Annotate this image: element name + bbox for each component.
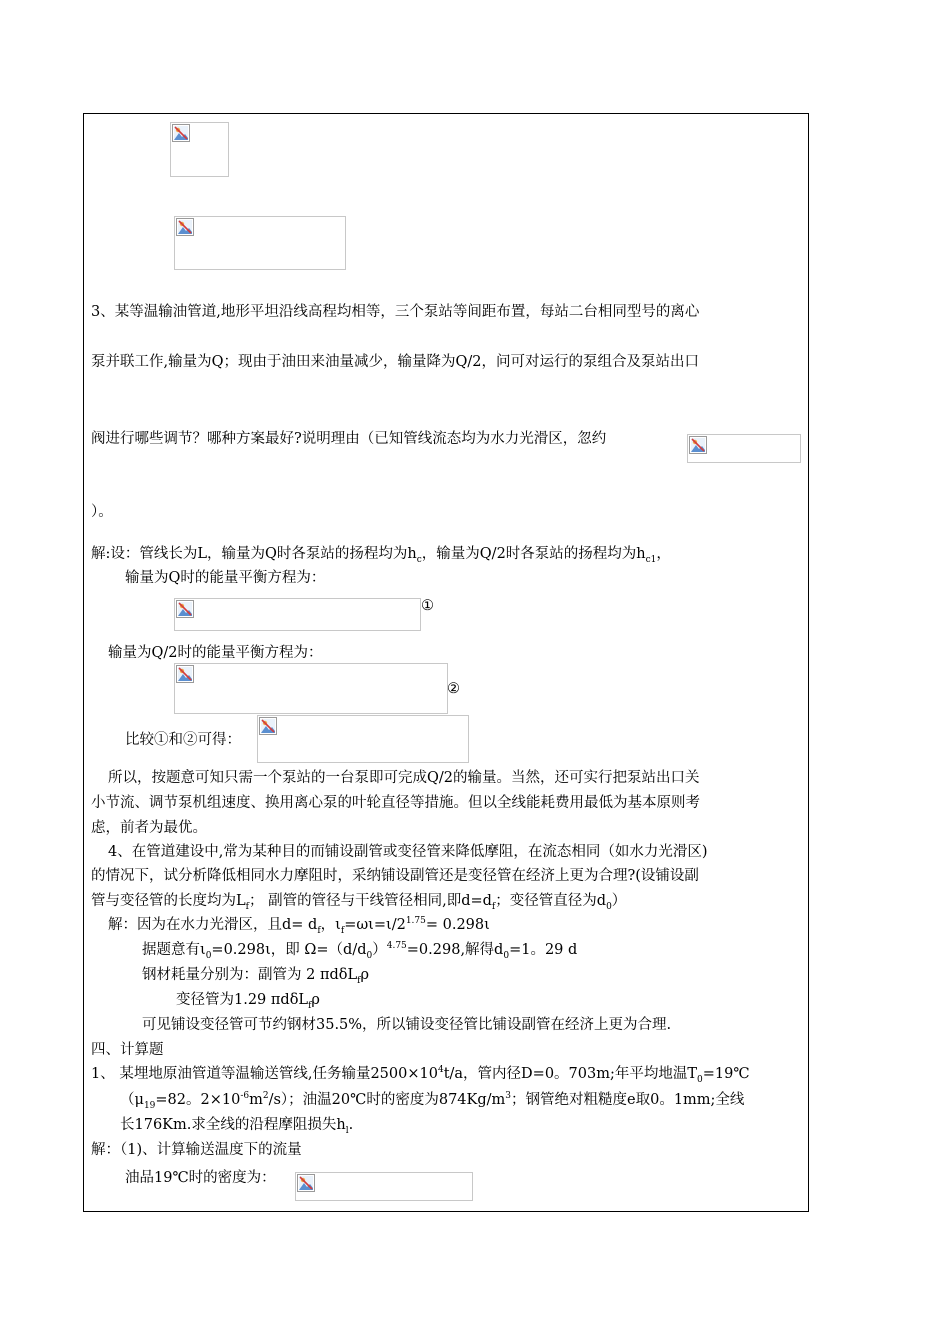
formula-image [257, 715, 469, 763]
q3-line-4: ）。 [91, 504, 113, 520]
broken-image-icon [172, 124, 190, 142]
broken-image-icon [689, 436, 707, 454]
broken-image-icon [176, 600, 194, 618]
formula-image [295, 1172, 473, 1201]
formula-image [174, 663, 448, 714]
density-label: 油品19℃时的密度为： [125, 1170, 276, 1186]
sol4-line-5: 可见铺设变径管可节约钢材35.5%，所以铺设变径管比铺设副管在经济上更为合理. [142, 1017, 672, 1033]
q3-line-3: 阀进行哪些调节？哪种方案最好?说明理由（已知管线流态均为水力光滑区，忽约 [91, 431, 607, 447]
q4-line-1: 4、在管道建设中,常为某种目的而铺设副管或变径管来降低摩阻，在流态相同（如水力光滑区) [108, 844, 708, 860]
formula-image [687, 434, 801, 463]
q4-line-2: 的情况下，试分析降低相同水力摩阻时，采纳铺设副管还是变径管在经济上更为合理?(设铺设副 [91, 868, 699, 884]
broken-image-icon [297, 1174, 315, 1192]
compare-label: 比较①和②可得： [125, 732, 241, 748]
sol4-line-4: 变径管为1.29 πdδL$_f$ρ [176, 992, 320, 1011]
q3-line-1: 3、某等温输油管道,地形平坦沿线高程均相等，三个泵站等间距布置，每站二台相同型号的离心 [91, 304, 700, 320]
formula-image [174, 216, 346, 270]
sol3-conclusion-1: 所以，按题意可知只需一个泵站的一台泵即可完成Q/2的输量。当然，还可实行把泵站出口关 [108, 770, 700, 786]
broken-image-icon [176, 218, 194, 236]
problem-line-3: 长176Km.求全线的沿程摩阻损失$h_l$. [120, 1117, 354, 1136]
sol4-line-2: 据题意有$\iota_0=0.298\iota$，即 $\Omega=(d/d_0)^{4.75}=0.298$,解得$d_0=1$。29 d [142, 941, 578, 961]
section-heading: 四、计算题 [91, 1042, 164, 1058]
eq2-label: 输量为Q/2时的能量平衡方程为： [108, 645, 323, 661]
broken-image-icon [176, 665, 194, 683]
sol3-conclusion-2: 小节流、调节泵机组速度、换用离心泵的叶轮直径等措施。但以全线能耗费用最低为基本原则考 [91, 795, 700, 811]
problem-line-2: （$\mu_{19}=82$。$2\times 10^{-6}m^2/s$）；油温20℃时的密度为$874Kg/m^3$；钢管绝对粗糙度e取0。1mm;全线 [120, 1091, 745, 1111]
formula-image [174, 598, 421, 631]
q3-line-2: 泵并联工作,输量为Q；现由于油田来油量减少，输量降为Q/2，问可对运行的泵组合及泵站出口 [91, 354, 699, 370]
broken-image-icon [259, 717, 277, 735]
equation-marker-2: ② [447, 681, 460, 697]
sol3-conclusion-3: 虑，前者为最优。 [91, 820, 207, 836]
formula-image [170, 122, 229, 177]
problem-line-1: 1、 某埋地原油管道等温输送管线,任务输量$2500\times 10^4t/a$，管内径D=0。703m;年平均地温$T_0=19℃$ [91, 1065, 750, 1085]
solution-start: 解：（1)、计算输送温度下的流量 [91, 1142, 302, 1158]
q4-line-3: 管与变径管的长度均为$L_f$； 副管的管径与干线管径相同,即$d=d_f$；变径管直径为$d_0$） [91, 893, 627, 912]
eq1-label: 输量为Q时的能量平衡方程为： [125, 570, 326, 586]
sol4-line-1: 解：因为在水力光滑区，且$d= d_f$，$\iota_f=\omega\iota=\iota/2^{1.75}= 0.298\iota$ [108, 916, 490, 936]
sol3-intro: 解:设：管线长为L，输量为Q时各泵站的扬程均为$h_c$，输量为Q/2时各泵站的扬程均为$h_{c1}$， [91, 546, 671, 565]
sol4-line-3: 钢材耗量分别为：副管为 2 πdδL$_f$ρ [142, 967, 369, 986]
equation-marker-1: ① [421, 598, 434, 614]
